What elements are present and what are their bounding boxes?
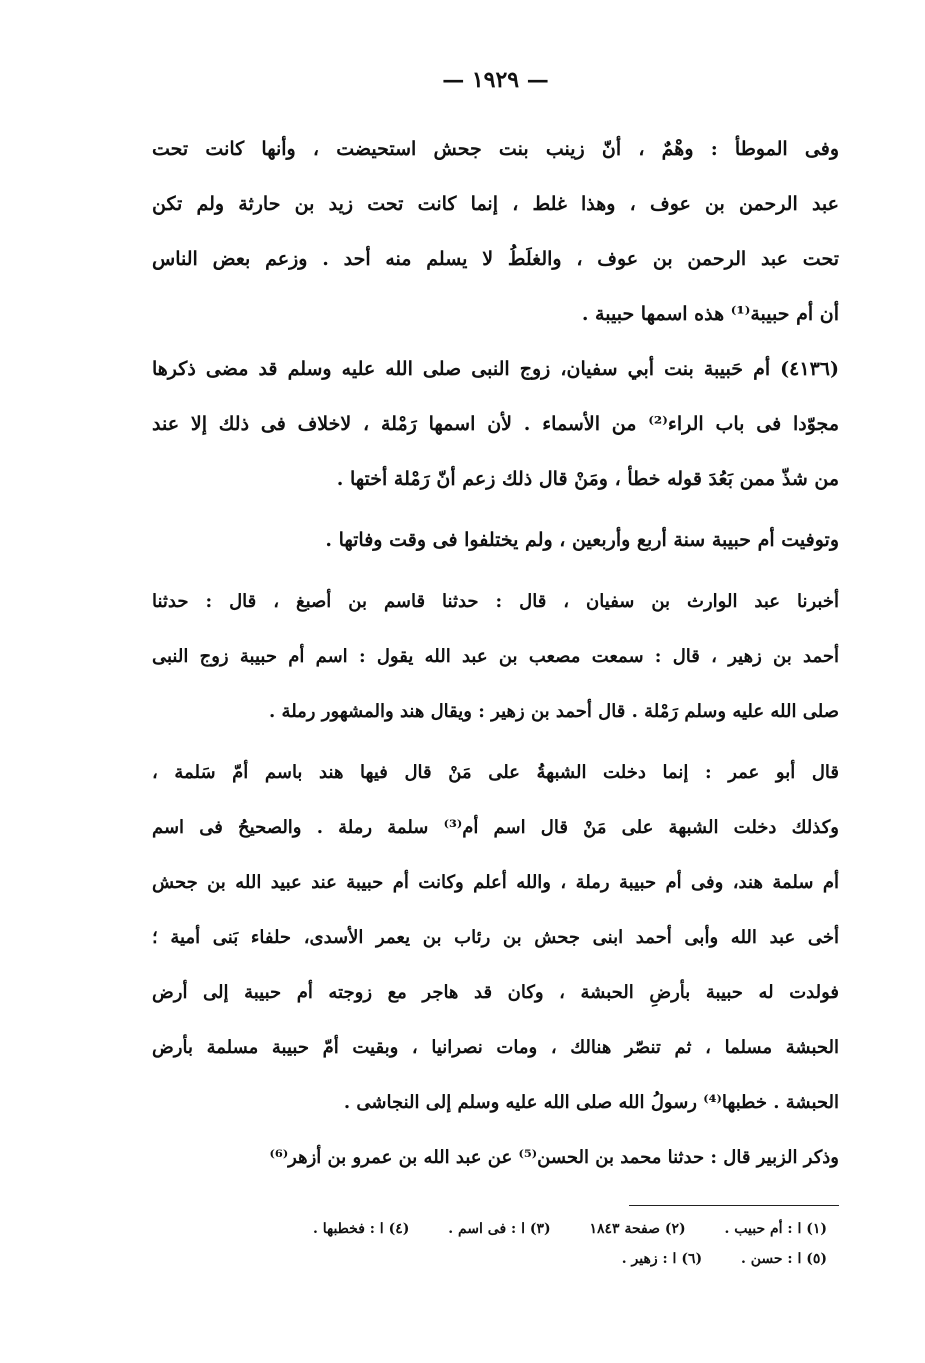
paragraph (152, 574, 839, 739)
text-line: الحبشة . خطبها⁽⁴⁾ رسولُ الله صلى الله عليه وسلم إلى النجاشى . (343, 1092, 839, 1113)
footnote-5: (٥) ا : حسن . (740, 1251, 827, 1267)
text-line: تحت عبد الرحمن بن عوف ، والغلَطُ لا يسلم منه أحد . وزعم بعض الناس (152, 248, 839, 270)
footnote-6: (٦) ا : زهير . (621, 1251, 703, 1267)
paragraph (152, 513, 839, 568)
footnote-4: (٤) ا : فخطبها . (312, 1221, 410, 1237)
paragraph-entry-4136 (152, 342, 839, 507)
text-line: أحمد بن زهير ، قال : سمعت مصعب بن عبد الله يقول : اسم أم حبيبة زوج النبى (152, 646, 839, 667)
text-line: وتوفيت أم حبيبة سنة أربع وأربعين ، ولم يختلفوا فى وقت وفاتها . (325, 529, 839, 551)
text-line: من شذّ ممن بَعُدَ قوله خطأ ، ومَنْ قال ذلك زعم أنّ رَمْلة أختها . (336, 468, 839, 490)
page-number: — ١٩٢٩ — (442, 67, 549, 93)
paragraph (152, 745, 839, 1130)
text-line: الحبشة مسلما ، ثم تنصّر هنالك ، ومات نصرانيا ، وبقيت أمّ حبيبة مسلمة بأرض (152, 1037, 839, 1058)
footnote-3: (٣) ا : فى اسم . (448, 1221, 551, 1237)
text-line: أخبرنا عبد الوارث بن سفيان ، قال : حدثنا قاسم بن أصبغ ، قال : حدثنا (152, 591, 839, 612)
text-line: فولدت له حبيبة بأرضِ الحبشة ، وكان قد هاجر مع زوجته أم حبيبة إلى أرض (152, 982, 839, 1003)
footnotes (152, 1214, 839, 1274)
text-line: وكذلك دخلت الشبهة على مَنْ قال اسم أم⁽³⁾ سلمة رملة . والصحيحُ فى اسم (152, 817, 839, 838)
footnote-divider (629, 1205, 839, 1206)
text-line: أخى عبد الله وأبى أحمد ابنى جحش بن رئاب بن يعمر الأسدى، حلفاء بَنى أمية ؛ (152, 927, 839, 948)
text-line: أن أم حبيبة⁽¹⁾ هذه اسمها حبيبة . (581, 303, 839, 325)
footnote-row (152, 1214, 839, 1244)
text-line: قال أبو عمر : إنما دخلت الشبهةُ على مَنْ قال فيها هند باسم أمّ سَلمة ، (152, 762, 839, 783)
text-line: أم سلمة هند، وفى أم حبيبة رملة ، والله أعلم وكانت أم حبيبة عند عبيد الله بن جحش (152, 872, 839, 893)
paragraph (152, 1130, 839, 1185)
footnote-2: (٢) صفحة ١٨٤٣ (589, 1221, 686, 1237)
text-line: عبد الرحمن بن عوف ، وهذا غلط ، إنما كانت تحت زيد بن حارثة ولم تكن (152, 193, 839, 215)
footnote-1: (١) ا : أم حبيب . (724, 1221, 827, 1237)
paragraph (152, 122, 839, 342)
text-line: مجوّدا فى باب الراء⁽²⁾ من الأسماء . لأن اسمها رَمْلة ، لاخلاف فى ذلك إلا عند (152, 413, 839, 435)
footnote-row (152, 1244, 839, 1274)
body-text (152, 122, 839, 1185)
text-line: وفى الموطأ : وهْمٌ ، أنّ زينب بنت جحش استحيضت ، وأنها كانت تحت (152, 138, 839, 160)
text-line: صلى الله عليه وسلم رَمْلة . قال أحمد بن زهير : ويقال هند والمشهور رملة . (269, 701, 839, 722)
text-line: (٤١٣٦) أم حَبيبة بنت أبي سفيان، زوج النبى صلى الله عليه وسلم قد مضى ذكرها (152, 358, 839, 380)
text-line: وذكر الزبير قال : حدثنا محمد بن الحسن⁽⁵⁾ عن عبد الله بن عمرو بن أزهر⁽⁶⁾ (269, 1147, 839, 1168)
